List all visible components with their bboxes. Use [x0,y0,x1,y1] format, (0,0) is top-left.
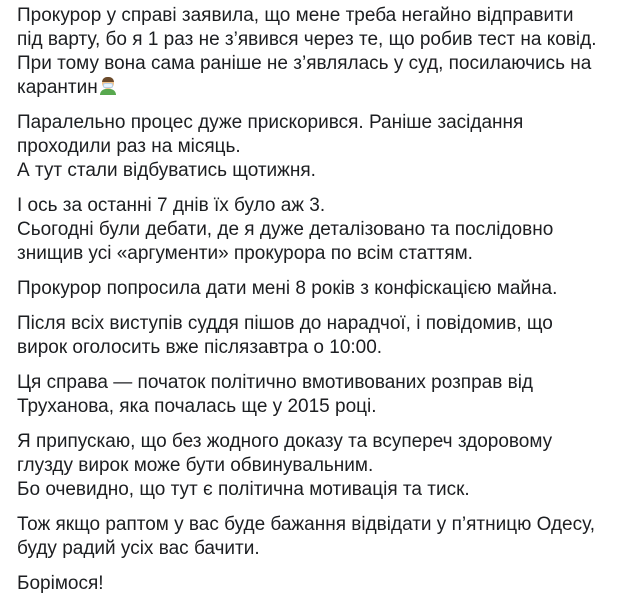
text-line: Бо очевидно, що тут є політична мотивація та тиск. [17,479,470,500]
text-line: Прокурор у справі заявила, що мене треба негайно відправити [17,5,574,26]
paragraph-7 [17,430,617,502]
text-line: Паралельно процес дуже прискорився. Раніше засідання [17,112,524,133]
paragraph-5 [17,312,617,360]
face-with-medical-mask-icon [99,77,117,95]
paragraph-2 [17,111,617,183]
text-line-with-emoji [17,76,617,100]
text-line: Після всіх виступів суддя пішов до нарадчої, і повідомив, що [17,313,553,334]
text-line: А тут стали відбуватись щотижня. [17,160,316,181]
text-line: Ця справа — початок політично вмотивованих розправ від [17,372,533,393]
paragraph-1 [17,4,617,100]
text-line: Сьогодні були дебати, де я дуже деталізовано та послідовно [17,219,554,240]
text-line: буду радий усіх вас бачити. [17,538,260,559]
post-text [17,4,617,607]
text-line: При тому вона сама раніше не з’являлась у суд, посилаючись на [17,53,592,74]
text-line: карантин [17,77,98,98]
paragraph-3 [17,194,617,266]
text-line: вирок оголосить вже післязавтра о 10:00. [17,337,383,358]
text-line: І ось за останні 7 днів їх було аж 3. [17,195,326,216]
text-line: Труханова, яка почалась ще у 2015 році. [17,396,377,417]
text-line: Борімося! [17,573,104,594]
text-line: під варту, бо я 1 раз не з’явився через те, що робив тест на ковід. [17,29,597,50]
text-line: Тож якщо раптом у вас буде бажання відвідати у п’ятницю Одесу, [17,514,595,535]
paragraph-6 [17,371,617,419]
paragraph-4 [17,277,617,301]
text-line: проходили раз на місяць. [17,136,241,157]
text-line: Я припускаю, що без жодного доказу та всупереч здоровому [17,431,553,452]
paragraph-9 [17,572,617,596]
text-line: глузду вирок може бути обвинувальним. [17,455,374,476]
paragraph-8 [17,513,617,561]
text-line: знищив усі «аргументи» прокурора по всім статтям. [17,243,473,264]
text-line: Прокурор попросила дати мені 8 років з конфіскацією майна. [17,278,558,299]
